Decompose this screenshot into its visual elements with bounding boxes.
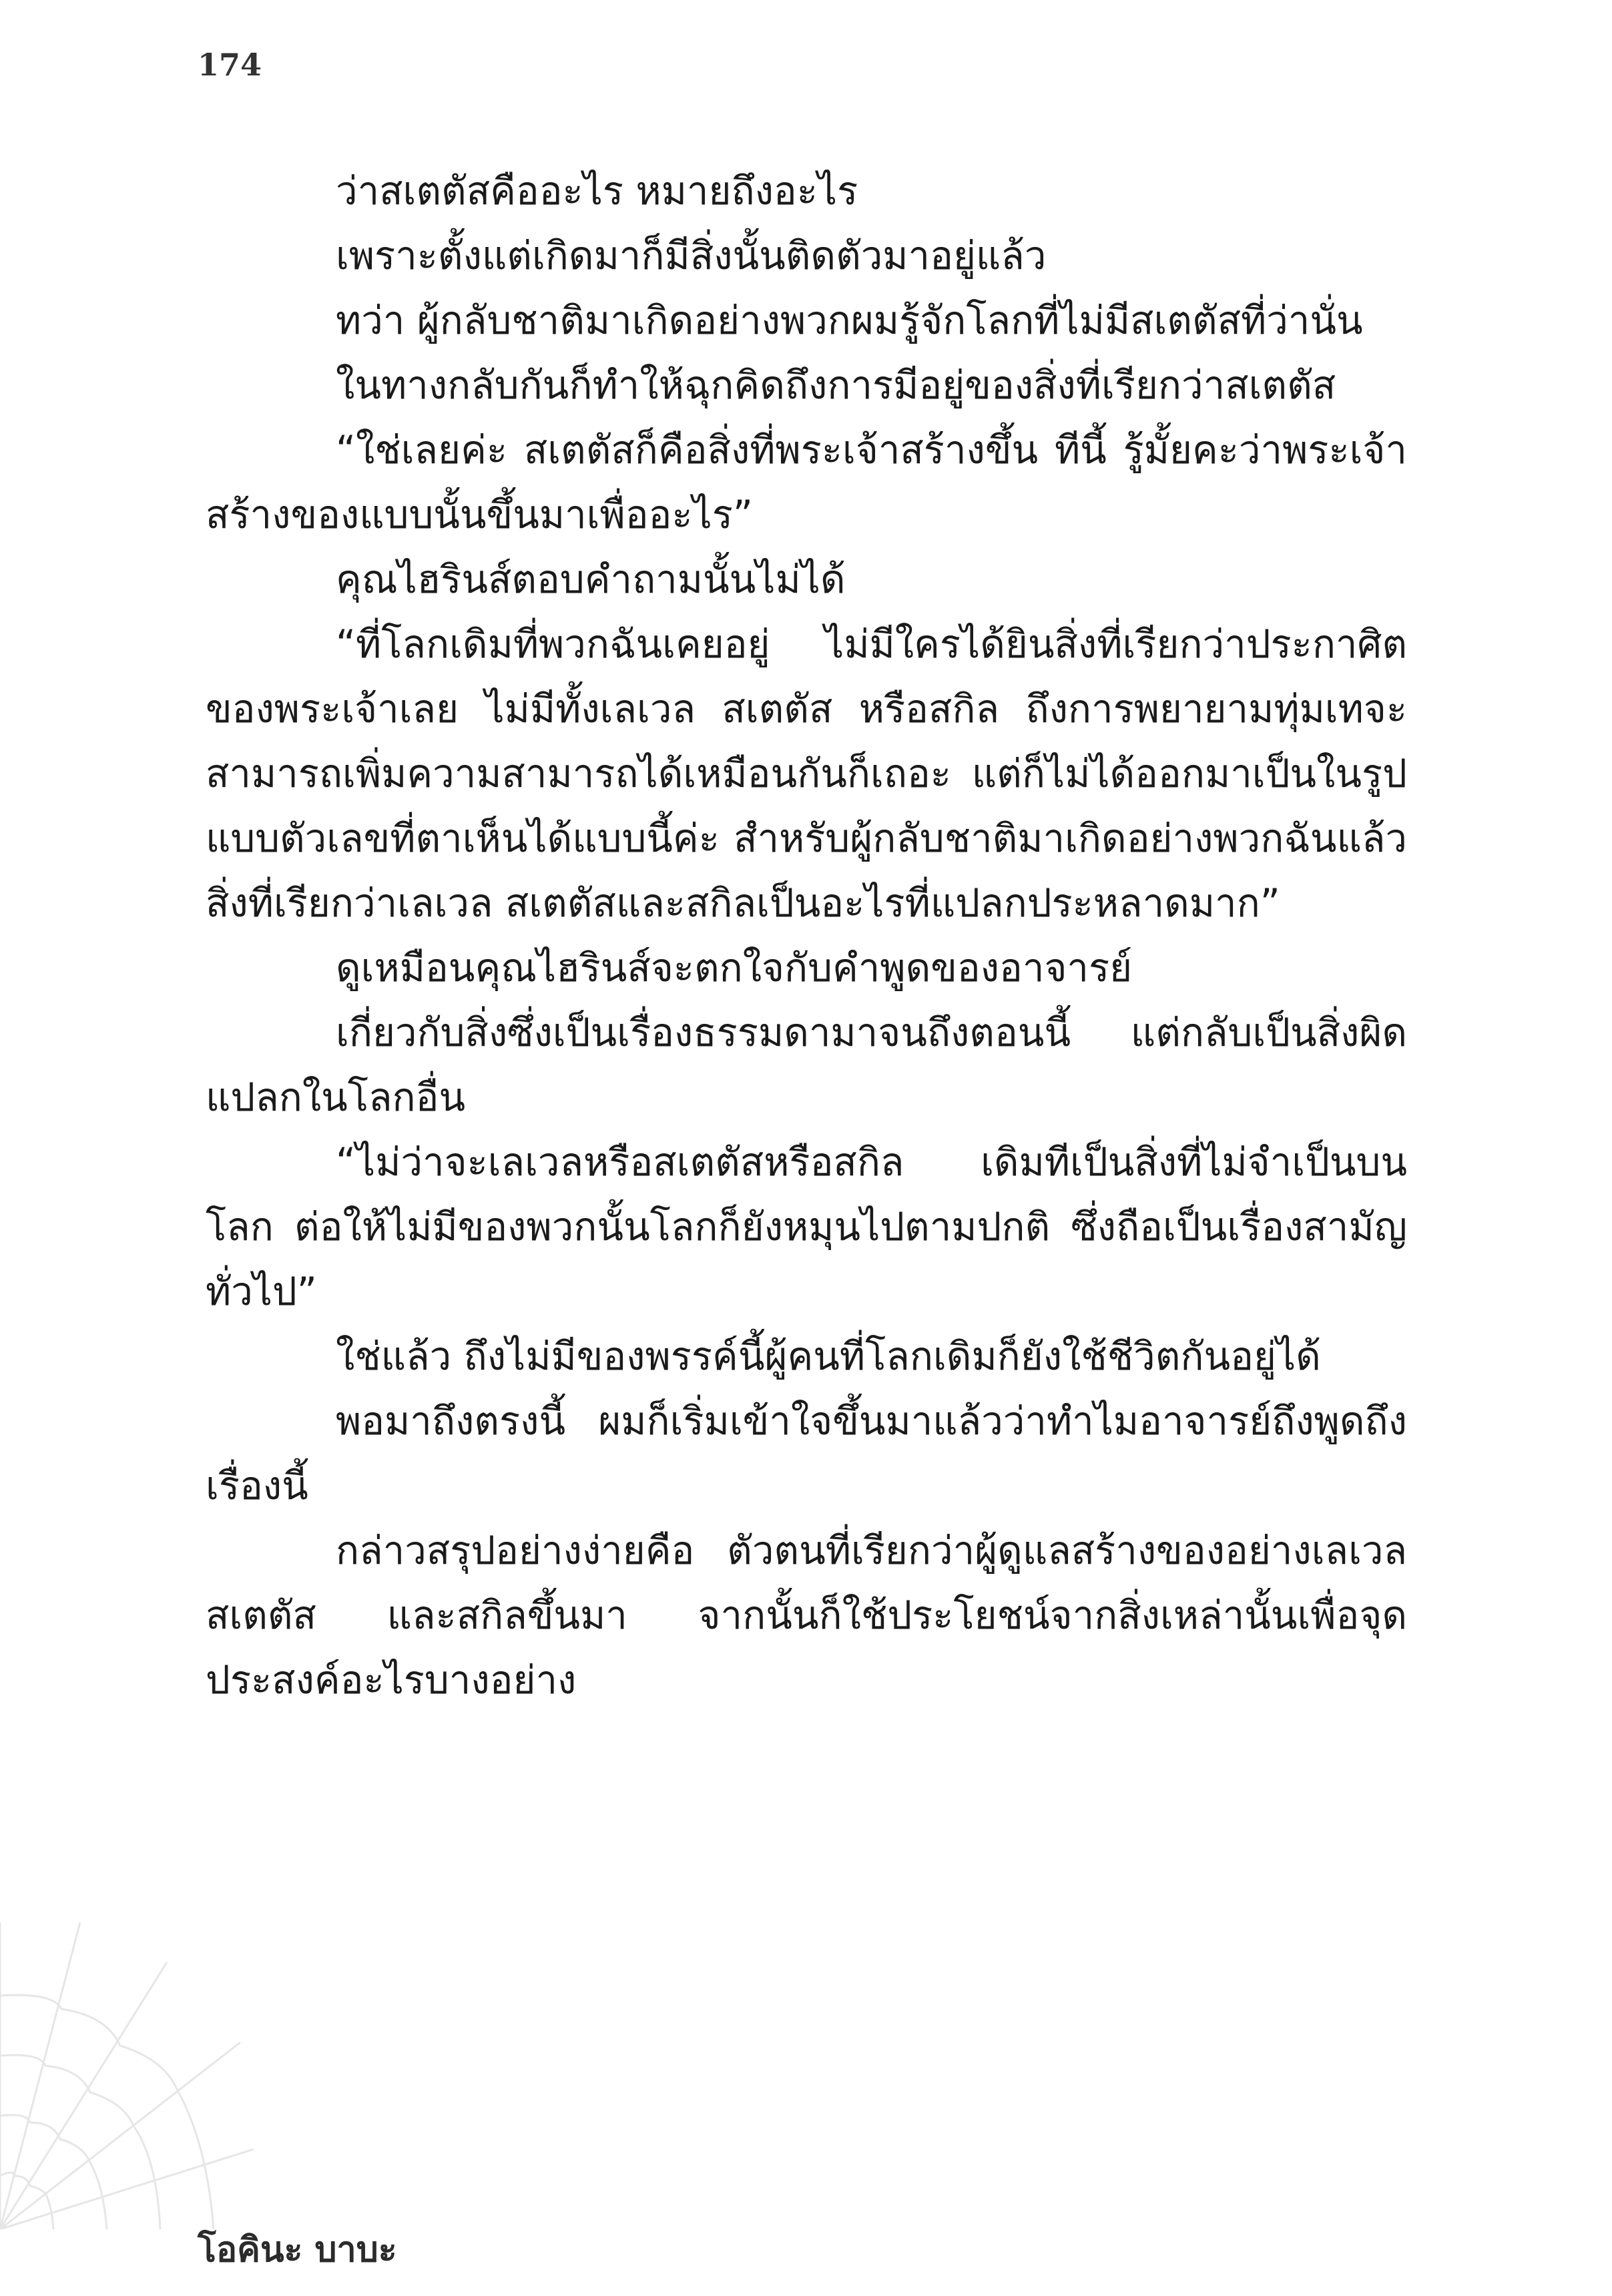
paragraph-7: “ที่โลกเดิมที่พวกฉันเคยอยู่ ไม่มีใครได้ยินสิ่งที่เรียกว่าประกาศิตของพระเจ้าเลย ไม่มีทั้งเลเวล สเตตัส หรือสกิล ถึงการพยายามทุ่มเทจะสามารถเพิ่มความสามารถได้เหมือนกันก็เถอะ แต่ก็ไม่ได้ออกมาเป็นในรูปแบบตัวเลขที่ตาเห็นได้แบบนี้ค่ะ สำหรับผู้กลับชาติมาเกิดอย่างพวกฉันแล้ว สิ่งที่เรียกว่าเลเวล สเตตัสและสกิลเป็นอะไรที่แปลกประหลาดมาก” bbox=[206, 621, 1407, 926]
paragraph-6: คุณไฮรินส์ตอบคำถามนั้นไม่ได้ bbox=[336, 557, 846, 602]
paragraph-9: เกี่ยวกับสิ่งซึ่งเป็นเรื่องธรรมดามาจนถึงตอนนี้ แต่กลับเป็นสิ่งผิดแปลกในโลกอื่น bbox=[206, 1010, 1407, 1120]
footer-author: โอคินะ บาบะ bbox=[198, 2230, 397, 2270]
paragraph-11: ใช่แล้ว ถึงไม่มีของพรรค์นี้ผู้คนที่โลกเดิมก็ยังใช้ชีวิตกันอยู่ได้ bbox=[336, 1334, 1321, 1379]
body-text bbox=[206, 159, 1407, 1713]
spider-web-decoration bbox=[0, 1922, 254, 2229]
page-number: 174 bbox=[198, 47, 262, 83]
paragraph-3: ทว่า ผู้กลับชาติมาเกิดอย่างพวกผมรู้จักโลกที่ไม่มีสเตตัสที่ว่านั่น bbox=[336, 298, 1363, 343]
paragraph-13: กล่าวสรุปอย่างง่ายคือ ตัวตนที่เรียกว่าผู้ดูแลสร้างของอย่างเลเวล สเตตัส และสกิลขึ้นมา จากนั้นก็ใช้ประโยชน์จากสิ่งเหล่านั้นเพื่อจุดประสงค์อะไรบางอย่าง bbox=[206, 1528, 1407, 1703]
paragraph-10: “ไม่ว่าจะเลเวลหรือสเตตัสหรือสกิล เดิมทีเป็นสิ่งที่ไม่จำเป็นบนโลก ต่อให้ไม่มีของพวกนั้นโลกก็ยังหมุนไปตามปกติ ซึ่งถือเป็นเรื่องสามัญทั่วไป” bbox=[206, 1139, 1407, 1314]
paragraph-2: เพราะตั้งแต่เกิดมาก็มีสิ่งนั้นติดตัวมาอยู่แล้ว bbox=[336, 233, 1047, 278]
paragraph-4: ในทางกลับกันก็ทำให้ฉุกคิดถึงการมีอยู่ของสิ่งที่เรียกว่าสเตตัส bbox=[336, 362, 1336, 408]
paragraph-8: ดูเหมือนคุณไฮรินส์จะตกใจกับคำพูดของอาจารย์ bbox=[336, 945, 1133, 990]
paragraph-12: พอมาถึงตรงนี้ ผมก็เริ่มเข้าใจขึ้นมาแล้วว่าทำไมอาจารย์ถึงพูดถึงเรื่องนี้ bbox=[206, 1398, 1407, 1508]
paragraph-5: “ใช่เลยค่ะ สเตตัสก็คือสิ่งที่พระเจ้าสร้างขึ้น ทีนี้ รู้มั้ยคะว่าพระเจ้าสร้างของแบบนั้นขึ้นมาเพื่ออะไร” bbox=[206, 427, 1407, 537]
paragraph-1: ว่าสเตตัสคืออะไร หมายถึงอะไร bbox=[336, 168, 858, 214]
